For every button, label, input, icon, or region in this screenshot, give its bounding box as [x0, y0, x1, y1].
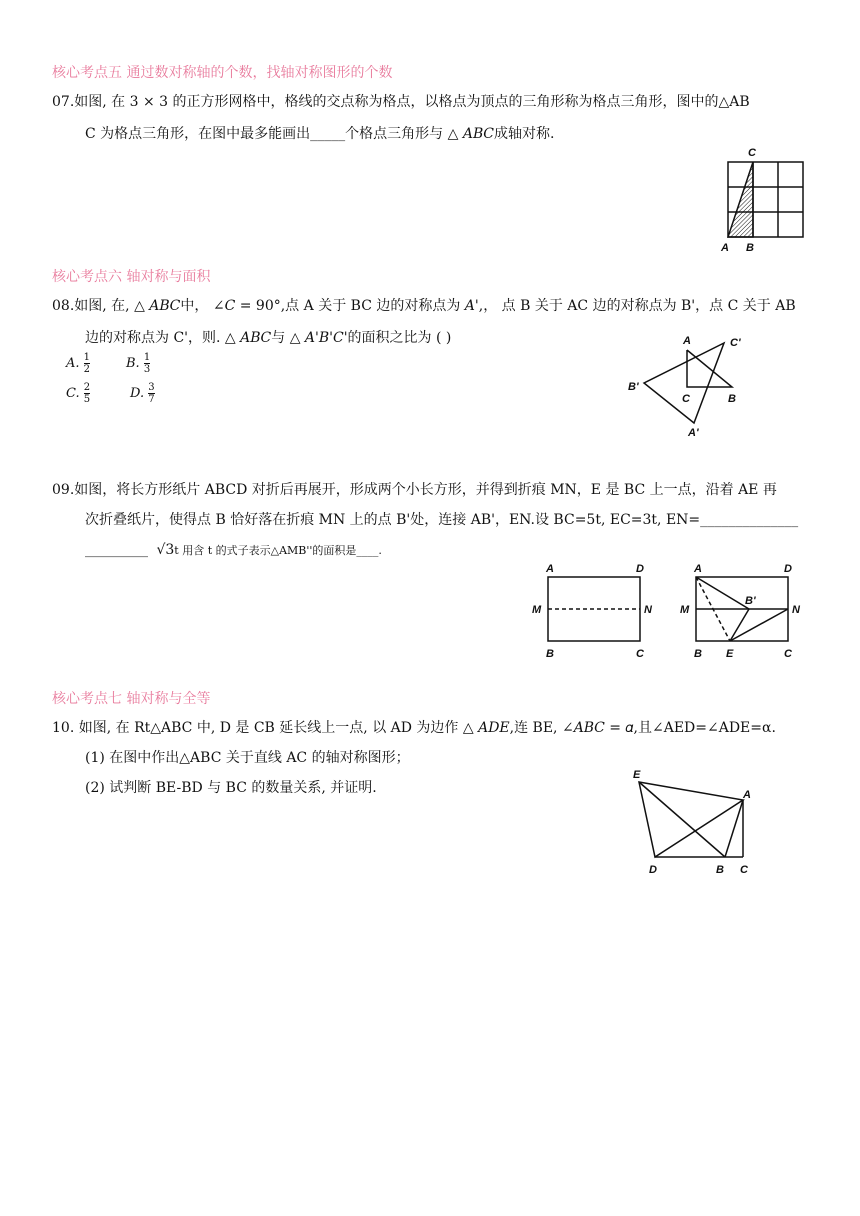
q07-label-c: C — [748, 147, 756, 159]
q08-option-d[interactable]: D. $\frac{3}{7}$ — [130, 382, 155, 405]
q08-label-c: C — [682, 393, 690, 405]
section-heading-6: 核心考点六 轴对称与面积 — [52, 269, 211, 285]
q09-fig2-label-e: E — [726, 648, 734, 660]
q10-triangle-figure — [625, 762, 765, 880]
section-heading-7: 核心考点七 轴对称与全等 — [52, 691, 211, 707]
q07-label-a: A — [721, 242, 729, 254]
q09-fig2-label-d: D — [784, 563, 792, 575]
q09-fig2-label-a: A — [694, 563, 702, 575]
q09-sqrt3: √3 — [156, 542, 175, 558]
section-heading-5: 核心考点五 通过数对称轴的个数，找轴对称图形的个数 — [52, 65, 393, 81]
q08-label-b1: B' — [628, 381, 639, 393]
q10-triangle-ade — [639, 782, 743, 857]
q09-fig1-label-c: C — [636, 648, 644, 660]
q09-fig1-label-a: A — [546, 563, 554, 575]
q09-text-line3 — [85, 540, 382, 561]
q07-triangle-abc — [728, 162, 753, 237]
q08-text-line2: 边的对称点为 C'，则. △ 𝐴𝐵𝐶与 △ 𝐴'𝐵'𝐶'的面积之比为 ( ) — [85, 330, 452, 346]
q08-option-a[interactable]: A. $\frac{1}{2}$ — [66, 352, 91, 375]
q08-triangle-figure — [620, 328, 750, 443]
q09-fig1-label-d: D — [636, 563, 644, 575]
q08-text-line1: 08.如图, 在, △ 𝐴𝐵𝐶中， ∠𝐶 = 90°,点 A 关于 BC 边的对称点为 𝐴',， 点 B 关于 AC 边的对称点为 B'，点 C 关于 AB — [52, 298, 796, 314]
q10-label-c: C — [740, 864, 748, 876]
q09-fig2-label-n: N — [792, 604, 800, 616]
q09-blank: _________ — [85, 542, 148, 558]
q10-label-e: E — [633, 769, 641, 781]
q08-triangle-a1b1c1 — [644, 343, 724, 423]
q09-fig1-label-b: B — [546, 648, 554, 660]
q08-label-a1: A' — [688, 427, 699, 439]
q09-fig2-label-m: M — [680, 604, 690, 616]
q08-label-a: A — [683, 335, 691, 347]
q09-fig2-label-b1: B' — [745, 595, 756, 607]
q07-text-line2: C 为格点三角形，在图中最多能画出_____个格点三角形与 △ 𝐴𝐵𝐶成轴对称. — [85, 126, 555, 142]
q07-label-b: B — [746, 242, 754, 254]
q10-label-b: B — [716, 864, 724, 876]
q09-rectangle-figure-1 — [528, 560, 663, 666]
q09-fig1-label-n: N — [644, 604, 652, 616]
q09-fig1-label-m: M — [532, 604, 542, 616]
q08-label-b: B — [728, 393, 736, 405]
q09-text-line1: 09.如图，将长方形纸片 ABCD 对折后再展开，形成两个小长方形，并得到折痕 MN，E 是 BC 上一点，沿着 AE 再 — [52, 482, 777, 498]
q10-part1: (1) 在图中作出△ABC 关于直线 AC 的轴对称图形； — [85, 750, 410, 766]
q09-text-rest: t 用含 t 的式子表示△AMB''的面积是____. — [174, 544, 382, 557]
q10-label-d: D — [649, 864, 657, 876]
q09-text-line2: 次折叠纸片，使得点 B 恰好落在折痕 MN 上的点 B'处，连接 AB'，EN.设 BC=5t, EC=3t, EN=______________ — [85, 512, 799, 528]
q08-option-b[interactable]: B. $\frac{1}{3}$ — [126, 352, 151, 375]
q09-fig2-label-c: C — [784, 648, 792, 660]
q07-grid-figure — [715, 142, 810, 257]
q10-label-a: A — [743, 789, 751, 801]
q10-text-line1: 10. 如图, 在 Rt△ABC 中, D 是 CB 延长线上一点, 以 AD 为边作 △ 𝐴𝐷𝐸,连 BE, ∠𝐴𝐵𝐶 = 𝛼,且∠AED=∠ADE=α. — [52, 720, 776, 736]
q08-label-c1: C' — [730, 337, 741, 349]
q09-rectangle-figure-2 — [676, 560, 811, 666]
q07-text-line1: 07.如图, 在 3 × 3 的正方形网格中，格线的交点称为格点，以格点为顶点的三角形称为格点三角形，图中的△AB — [52, 94, 750, 110]
q10-part2: (2) 试判断 BE-BD 与 BC 的数量关系, 并证明. — [85, 780, 377, 796]
q08-option-c[interactable]: C. $\frac{2}{5}$ — [66, 382, 91, 405]
q09-fig2-label-b: B — [694, 648, 702, 660]
